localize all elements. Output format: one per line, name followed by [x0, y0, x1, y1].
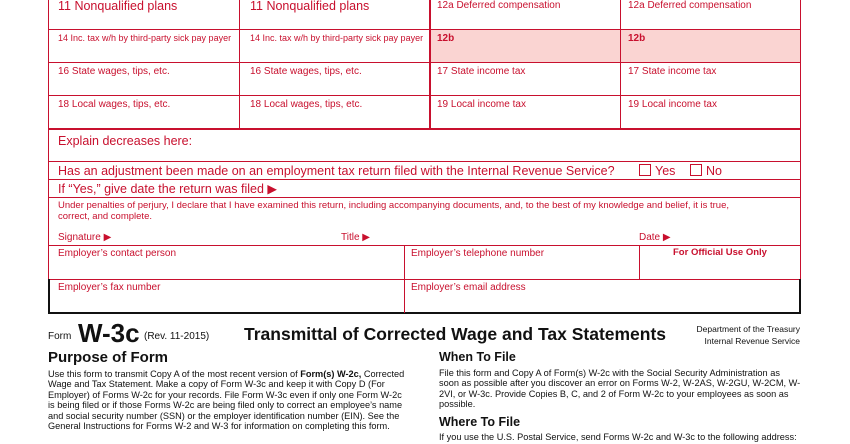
box-17-state-income-tax[interactable]: 17 State income tax	[628, 66, 717, 77]
purpose-text-b: Corrected Wage and Tax Statement. Make a copy of Form W-3c and keep it with Copy D (For Employer) of Forms W-2c for your records. File Form W-3c even if only one Form W-2c is being filed or if those Forms W-2c are being filed only to correct an employee’s name and social security number (SSN) or the employer identification number (EIN). See the General Instructions for Forms W-2 and W-3 for information on completing this form.	[48, 369, 405, 432]
box-11-nonqualified-plans[interactable]: 11 Nonqualified plans	[250, 0, 370, 13]
telephone-field[interactable]: Employer’s telephone number	[411, 248, 545, 259]
yes-label: Yes	[655, 164, 676, 178]
box-12b-shade-b	[621, 30, 800, 62]
rule	[239, 0, 240, 129]
when-heading: When To File	[439, 350, 516, 364]
rule	[639, 245, 640, 279]
rule	[48, 279, 801, 280]
box-17-state-income-tax[interactable]: 17 State income tax	[437, 66, 526, 77]
form-word: Form	[48, 331, 72, 342]
explain-decreases-field[interactable]: Explain decreases here:	[58, 134, 193, 148]
rule	[48, 29, 801, 30]
perjury-statement: Under penalties of perjury, I declare that I have examined this return, including accompanying documents, and, to the best of my knowledge and belief, it is true, correct, and complete.	[58, 200, 730, 222]
rule	[799, 279, 801, 313]
yes-option[interactable]	[639, 164, 675, 178]
box-12a-deferred-compensation[interactable]: 12a Deferred compensation	[628, 0, 752, 11]
signature-field[interactable]: Signature ▶	[58, 232, 112, 243]
purpose-text-bold: Form(s) W-2c,	[300, 369, 362, 379]
no-option[interactable]	[690, 164, 722, 178]
box-19-local-income-tax[interactable]: 19 Local income tax	[437, 99, 526, 110]
rule	[48, 197, 801, 198]
when-body: File this form and Copy A of Form(s) W-2c with the Social Security Administration as soon as possible after you discover an error on Forms W-2, W-2AS, W-2GU, W-2CM, W-2VI, or W-3c. Provide Copies B, C, and 2 of Form W-2c to your employees as soon as possible.	[439, 368, 801, 410]
box-19-local-income-tax[interactable]: 19 Local income tax	[628, 99, 717, 110]
purpose-text-a: Use this form to transmit Copy A of the most recent version of	[48, 369, 301, 379]
email-field[interactable]: Employer’s email address	[411, 282, 526, 293]
box-11-nonqualified-plans[interactable]: 11 Nonqualified plans	[58, 0, 178, 13]
fax-field[interactable]: Employer’s fax number	[58, 282, 161, 293]
purpose-heading: Purpose of Form	[48, 349, 169, 366]
box-18-local-wages[interactable]: 18 Local wages, tips, etc.	[250, 99, 363, 110]
where-heading: Where To File	[439, 415, 521, 429]
box-18-local-wages[interactable]: 18 Local wages, tips, etc.	[58, 99, 171, 110]
where-body: If you use the U.S. Postal Service, send Forms W-2c and W-3c to the following address:	[439, 432, 797, 442]
rule	[620, 0, 621, 129]
box-16-state-wages[interactable]: 16 State wages, tips, etc.	[250, 66, 362, 77]
return-filed-date-field[interactable]: If “Yes,” give date the return was filed ▶	[58, 182, 277, 196]
form-revision: (Rev. 11-2015)	[144, 331, 210, 342]
rule	[48, 62, 801, 63]
department-line-1: Department of the Treasury	[696, 324, 800, 334]
rule	[48, 179, 801, 180]
title-field[interactable]: Title ▶	[341, 232, 370, 243]
form-main-title: Transmittal of Corrected Wage and Tax Statements	[244, 324, 667, 344]
form-name: W-3c	[78, 318, 140, 348]
no-checkbox[interactable]	[690, 164, 702, 176]
yes-checkbox[interactable]	[639, 164, 651, 176]
box-14-income-tax-withheld[interactable]: 14 Inc. tax w/h by third-party sick pay payer	[58, 33, 232, 43]
purpose-body	[48, 369, 410, 431]
rule	[48, 161, 801, 162]
box-12b[interactable]: 12b	[628, 33, 646, 44]
contact-person-field[interactable]: Employer’s contact person	[58, 248, 177, 259]
adjustment-question: Has an adjustment been made on an employment tax return filed with the Internal Revenue Service?	[58, 164, 615, 178]
rule	[48, 279, 50, 313]
box-14-income-tax-withheld[interactable]: 14 Inc. tax w/h by third-party sick pay payer	[250, 33, 424, 43]
box-16-state-wages[interactable]: 16 State wages, tips, etc.	[58, 66, 170, 77]
no-label: No	[706, 164, 722, 178]
date-field[interactable]: Date ▶	[639, 232, 671, 243]
box-12b-shade-a	[431, 30, 620, 62]
rule	[48, 245, 801, 246]
rule	[430, 0, 431, 129]
form-bottom-rule	[48, 312, 801, 314]
official-use-label: For Official Use Only	[673, 247, 767, 258]
rule	[48, 128, 801, 130]
rule	[48, 95, 801, 96]
box-12b[interactable]: 12b	[437, 33, 455, 44]
department-line-2: Internal Revenue Service	[704, 336, 800, 346]
rule	[404, 245, 405, 313]
box-12a-deferred-compensation[interactable]: 12a Deferred compensation	[437, 0, 561, 11]
